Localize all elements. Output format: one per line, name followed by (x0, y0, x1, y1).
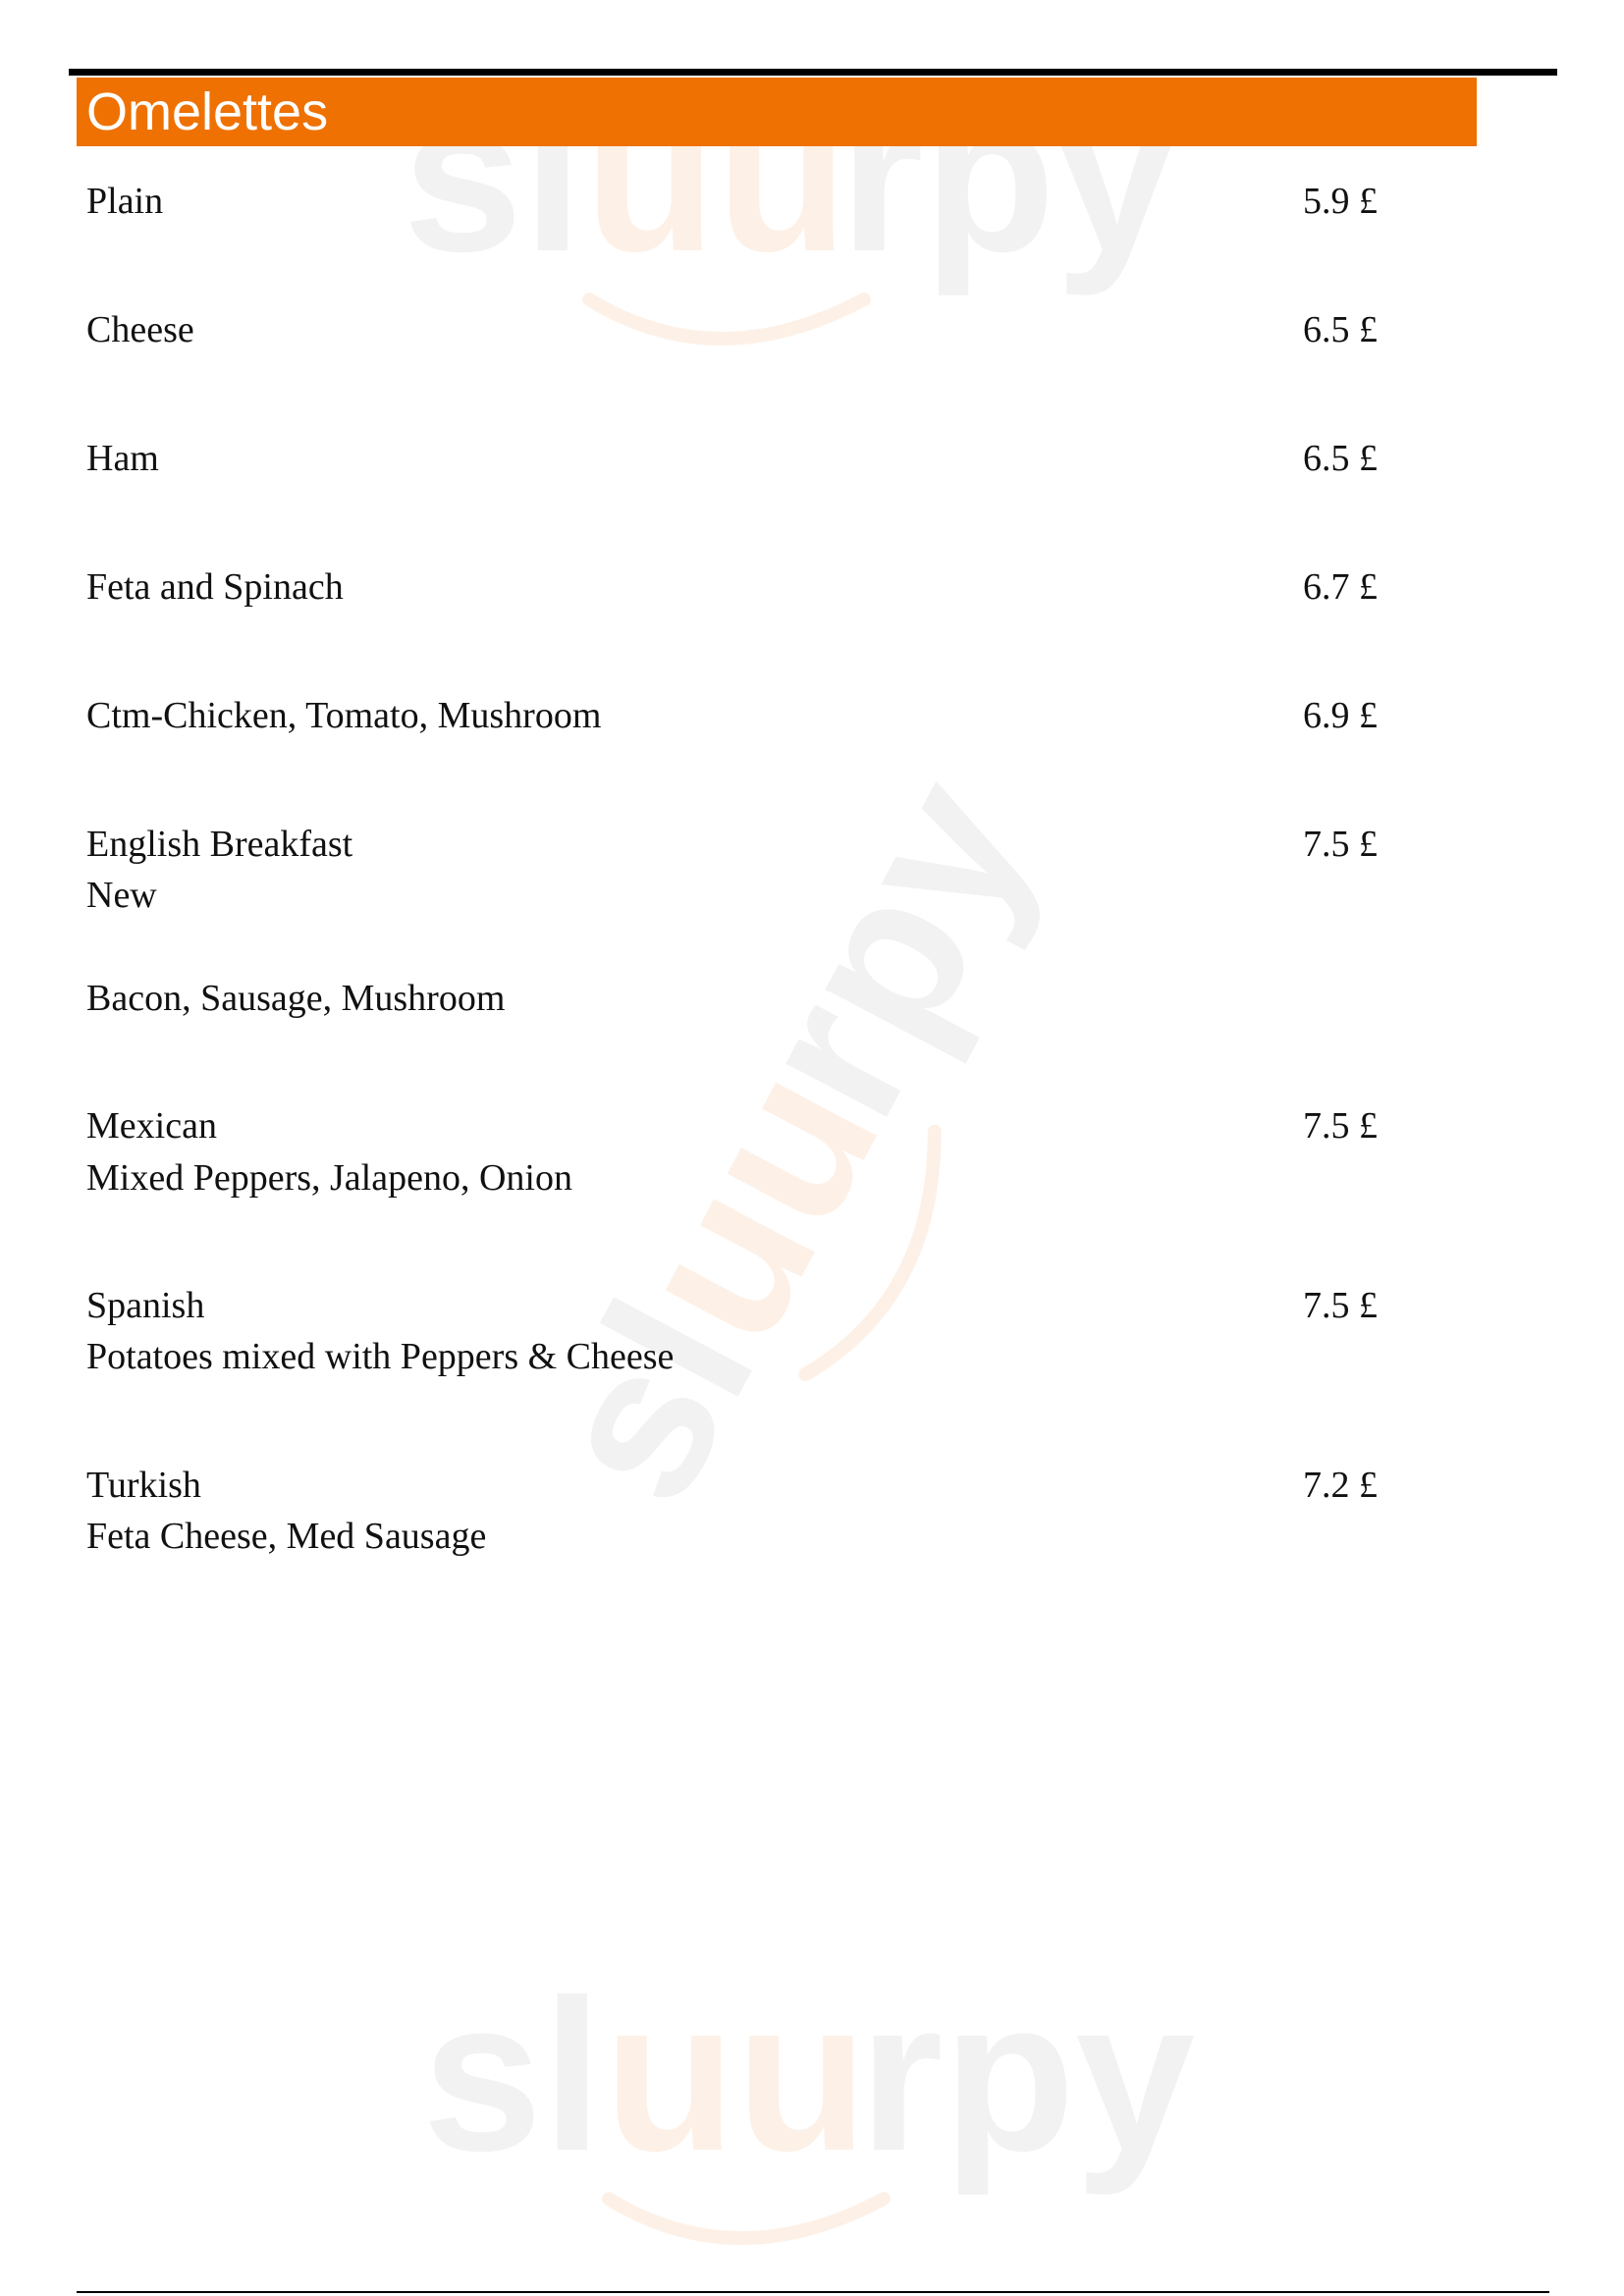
item-name: Mexican (86, 1105, 217, 1147)
item-name: Ham (86, 438, 159, 479)
svg-text:rpy: rpy (839, 55, 1176, 296)
item-description: Bacon, Sausage, Mushroom (86, 978, 506, 1019)
item-price: 7.2 £ (1303, 1465, 1378, 1506)
item-price: 6.5 £ (1303, 309, 1378, 350)
item-price: 7.5 £ (1303, 1285, 1378, 1326)
item-name: Ctm-Chicken, Tomato, Mushroom (86, 695, 602, 736)
item-new-tag: New (86, 875, 157, 916)
top-divider (69, 69, 1557, 76)
svg-text:uu: uu (584, 55, 848, 296)
svg-text:sl: sl (502, 1264, 800, 1538)
sluurpy-watermark-logo (501, 696, 1148, 1563)
item-name: English Breakfast (86, 824, 353, 865)
item-price: 5.9 £ (1303, 181, 1378, 222)
item-name: Turkish (86, 1465, 201, 1506)
item-price: 6.7 £ (1303, 566, 1378, 608)
item-name: Cheese (86, 309, 194, 350)
item-name: Feta and Spinach (86, 566, 344, 608)
svg-text:uu: uu (604, 1954, 868, 2196)
item-price: 6.5 £ (1303, 438, 1378, 479)
section-title: Omelettes (86, 82, 329, 141)
item-description: Mixed Peppers, Jalapeno, Onion (86, 1157, 572, 1199)
sluurpy-watermark-logo (422, 1953, 1247, 2248)
item-price: 6.9 £ (1303, 695, 1378, 736)
item-name: Plain (86, 181, 164, 222)
item-name: Spanish (86, 1285, 205, 1326)
section-header (77, 78, 1477, 146)
item-price: 7.5 £ (1303, 1105, 1378, 1147)
bottom-divider (77, 2291, 1549, 2293)
item-description: Feta Cheese, Med Sausage (86, 1516, 487, 1557)
svg-text:uu: uu (587, 1031, 925, 1378)
svg-text:rpy: rpy (707, 741, 1079, 1152)
item-price: 7.5 £ (1303, 824, 1378, 865)
svg-text:sl: sl (422, 1954, 603, 2196)
item-description: Potatoes mixed with Peppers & Cheese (86, 1336, 675, 1377)
svg-text:sl: sl (403, 55, 583, 296)
svg-text:rpy: rpy (859, 1954, 1196, 2196)
